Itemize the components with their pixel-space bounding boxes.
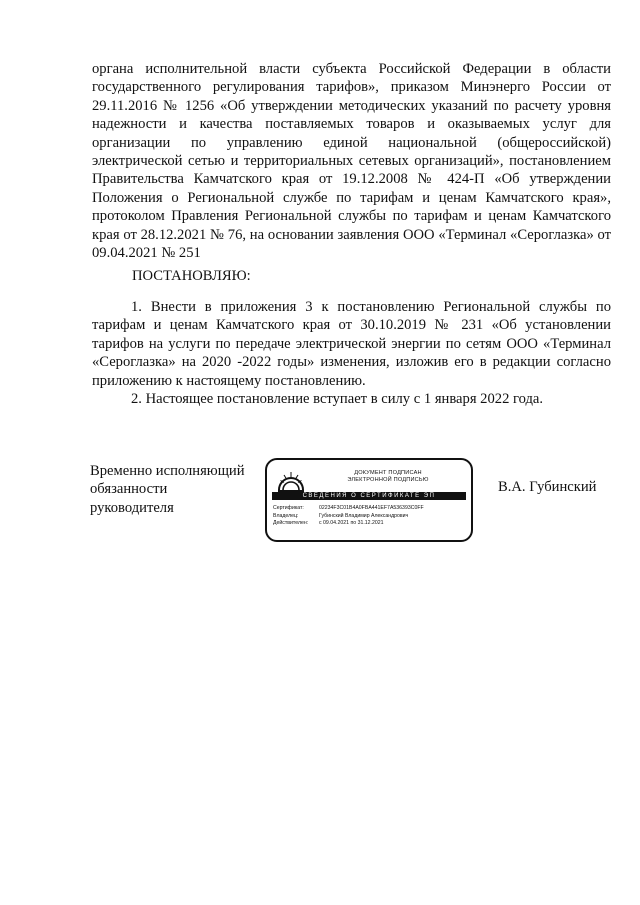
intro-paragraph: органа исполнительной власти субъекта Российской Федерации в области государственного регулирования тарифов», приказом Минэнерго России от 29.11.2016 № 1256 «Об утверждении методических указаний по расчету уровня надежности и качества поставляемых товаров и оказываемых услуг для организации по управлению единой национальной (общероссийской) электрической сетью и территориальных сетевых организаций», постановлением Правительства Камчатского края от 19.12.2008 № 424-П «Об утверждении Положения о Региональной службе по тарифам и ценам Камчатского края», протоколом Правления Региональной службы по тарифам и ценам Камчатского края от 28.12.2021 № 76, на основании заявления ООО «Терминал «Сероглазка» от 09.04.2021 № 251 [92, 61, 611, 262]
electronic-signature-stamp [265, 458, 473, 542]
stamp-header-line-1: ДОКУМЕНТ ПОДПИСАН [354, 470, 422, 476]
signer-name: В.А. Губинский [498, 479, 597, 495]
intro-section [92, 60, 611, 262]
signer-position-line-1: Временно исполняющий [90, 463, 245, 479]
stamp-title-bar: СВЕДЕНИЯ О СЕРТИФИКАТЕ ЭП [272, 492, 466, 500]
stamp-header [309, 470, 467, 485]
stamp-details [273, 505, 469, 528]
signer-position-line-3: руководителя [90, 499, 174, 516]
stamp-row-certificate [273, 505, 469, 513]
stamp-row-value: Губинский Владимир Александрович [319, 512, 409, 519]
signer-position [90, 462, 270, 517]
decree-heading: ПОСТАНОВЛЯЮ: [132, 268, 251, 284]
decree-items [92, 298, 611, 408]
stamp-header-line-2: ЭЛЕКТРОННОЙ ПОДПИСЬЮ [347, 477, 429, 484]
signer-position-line-2: обязанности [90, 481, 168, 498]
decree-item-2: 2. Настоящее постановление вступает в силу с 1 января 2022 года. [131, 391, 544, 408]
decree-item-1: 1. Внести в приложения 3 к постановлению Региональной службы по тарифам и ценам Камчатского края от 30.10.2019 № 231 «Об установлении тарифов на услуги по передаче электрической энергии по сетям ООО «Терминал «Сероглазка» на 2020 -2022 годы» изменения, изложив его в редакции согласно приложению к настоящему постановлению. [92, 299, 611, 389]
emblem-icon [277, 468, 305, 494]
stamp-row-key: Сертификат: [273, 505, 304, 511]
stamp-row-value: 02234F3C01B4A0FBA441EF7A536393C0FF [319, 505, 424, 511]
stamp-row-key: Владелец: [273, 512, 299, 519]
stamp-row-key: Действителен: [273, 520, 309, 527]
stamp-row-value: с 09.04.2021 по 31.12.2021 [319, 520, 384, 527]
stamp-row-validity [273, 520, 469, 528]
